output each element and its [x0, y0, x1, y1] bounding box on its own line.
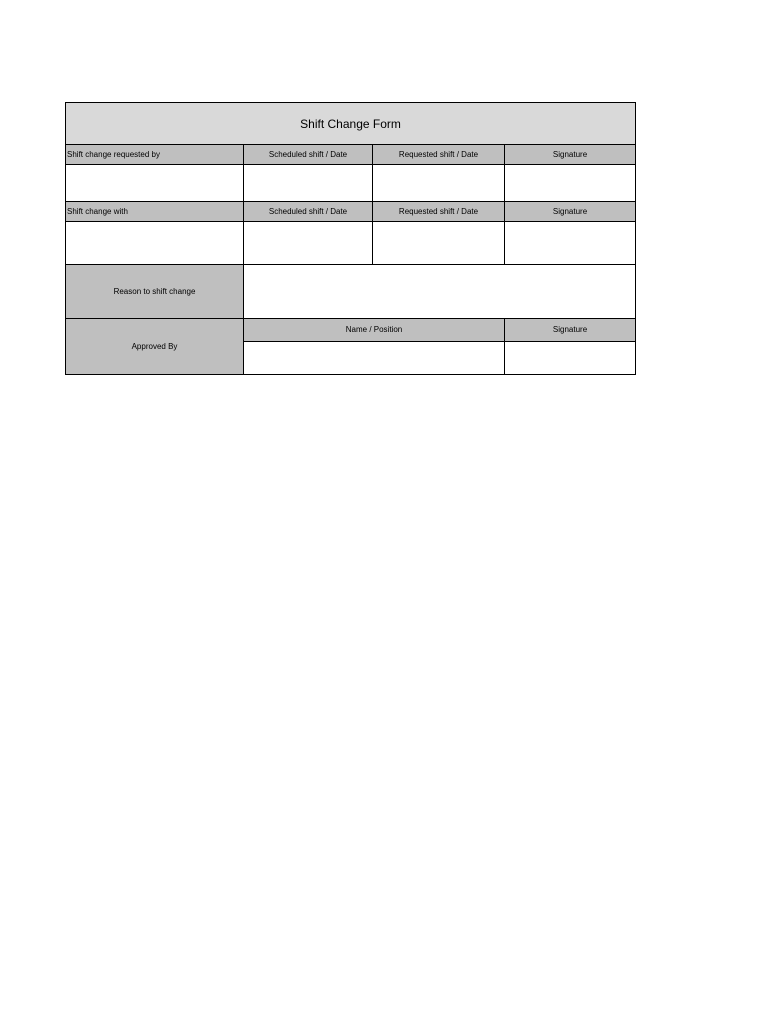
form-title: Shift Change Form: [66, 103, 636, 145]
requester-signature-header: Signature: [505, 145, 636, 165]
requester-scheduled-cell[interactable]: [244, 165, 373, 202]
shift-change-form: [65, 102, 636, 375]
partner-requested-header: Requested shift / Date: [373, 202, 505, 222]
approver-signature-header: Signature: [505, 319, 636, 342]
partner-scheduled-cell[interactable]: [244, 222, 373, 265]
partner-signature-header: Signature: [505, 202, 636, 222]
reason-label: Reason to shift change: [66, 265, 244, 319]
approved-by-label: Approved By: [66, 319, 244, 375]
approver-name-cell[interactable]: [244, 342, 505, 375]
reason-cell[interactable]: [244, 265, 636, 319]
change-with-label: Shift change with: [66, 202, 244, 222]
partner-requested-cell[interactable]: [373, 222, 505, 265]
requester-requested-cell[interactable]: [373, 165, 505, 202]
requester-name-cell[interactable]: [66, 165, 244, 202]
approver-signature-cell[interactable]: [505, 342, 636, 375]
requested-by-label: Shift change requested by: [66, 145, 244, 165]
requester-signature-cell[interactable]: [505, 165, 636, 202]
approver-name-header: Name / Position: [244, 319, 505, 342]
requester-scheduled-header: Scheduled shift / Date: [244, 145, 373, 165]
partner-scheduled-header: Scheduled shift / Date: [244, 202, 373, 222]
requester-requested-header: Requested shift / Date: [373, 145, 505, 165]
partner-signature-cell[interactable]: [505, 222, 636, 265]
partner-name-cell[interactable]: [66, 222, 244, 265]
